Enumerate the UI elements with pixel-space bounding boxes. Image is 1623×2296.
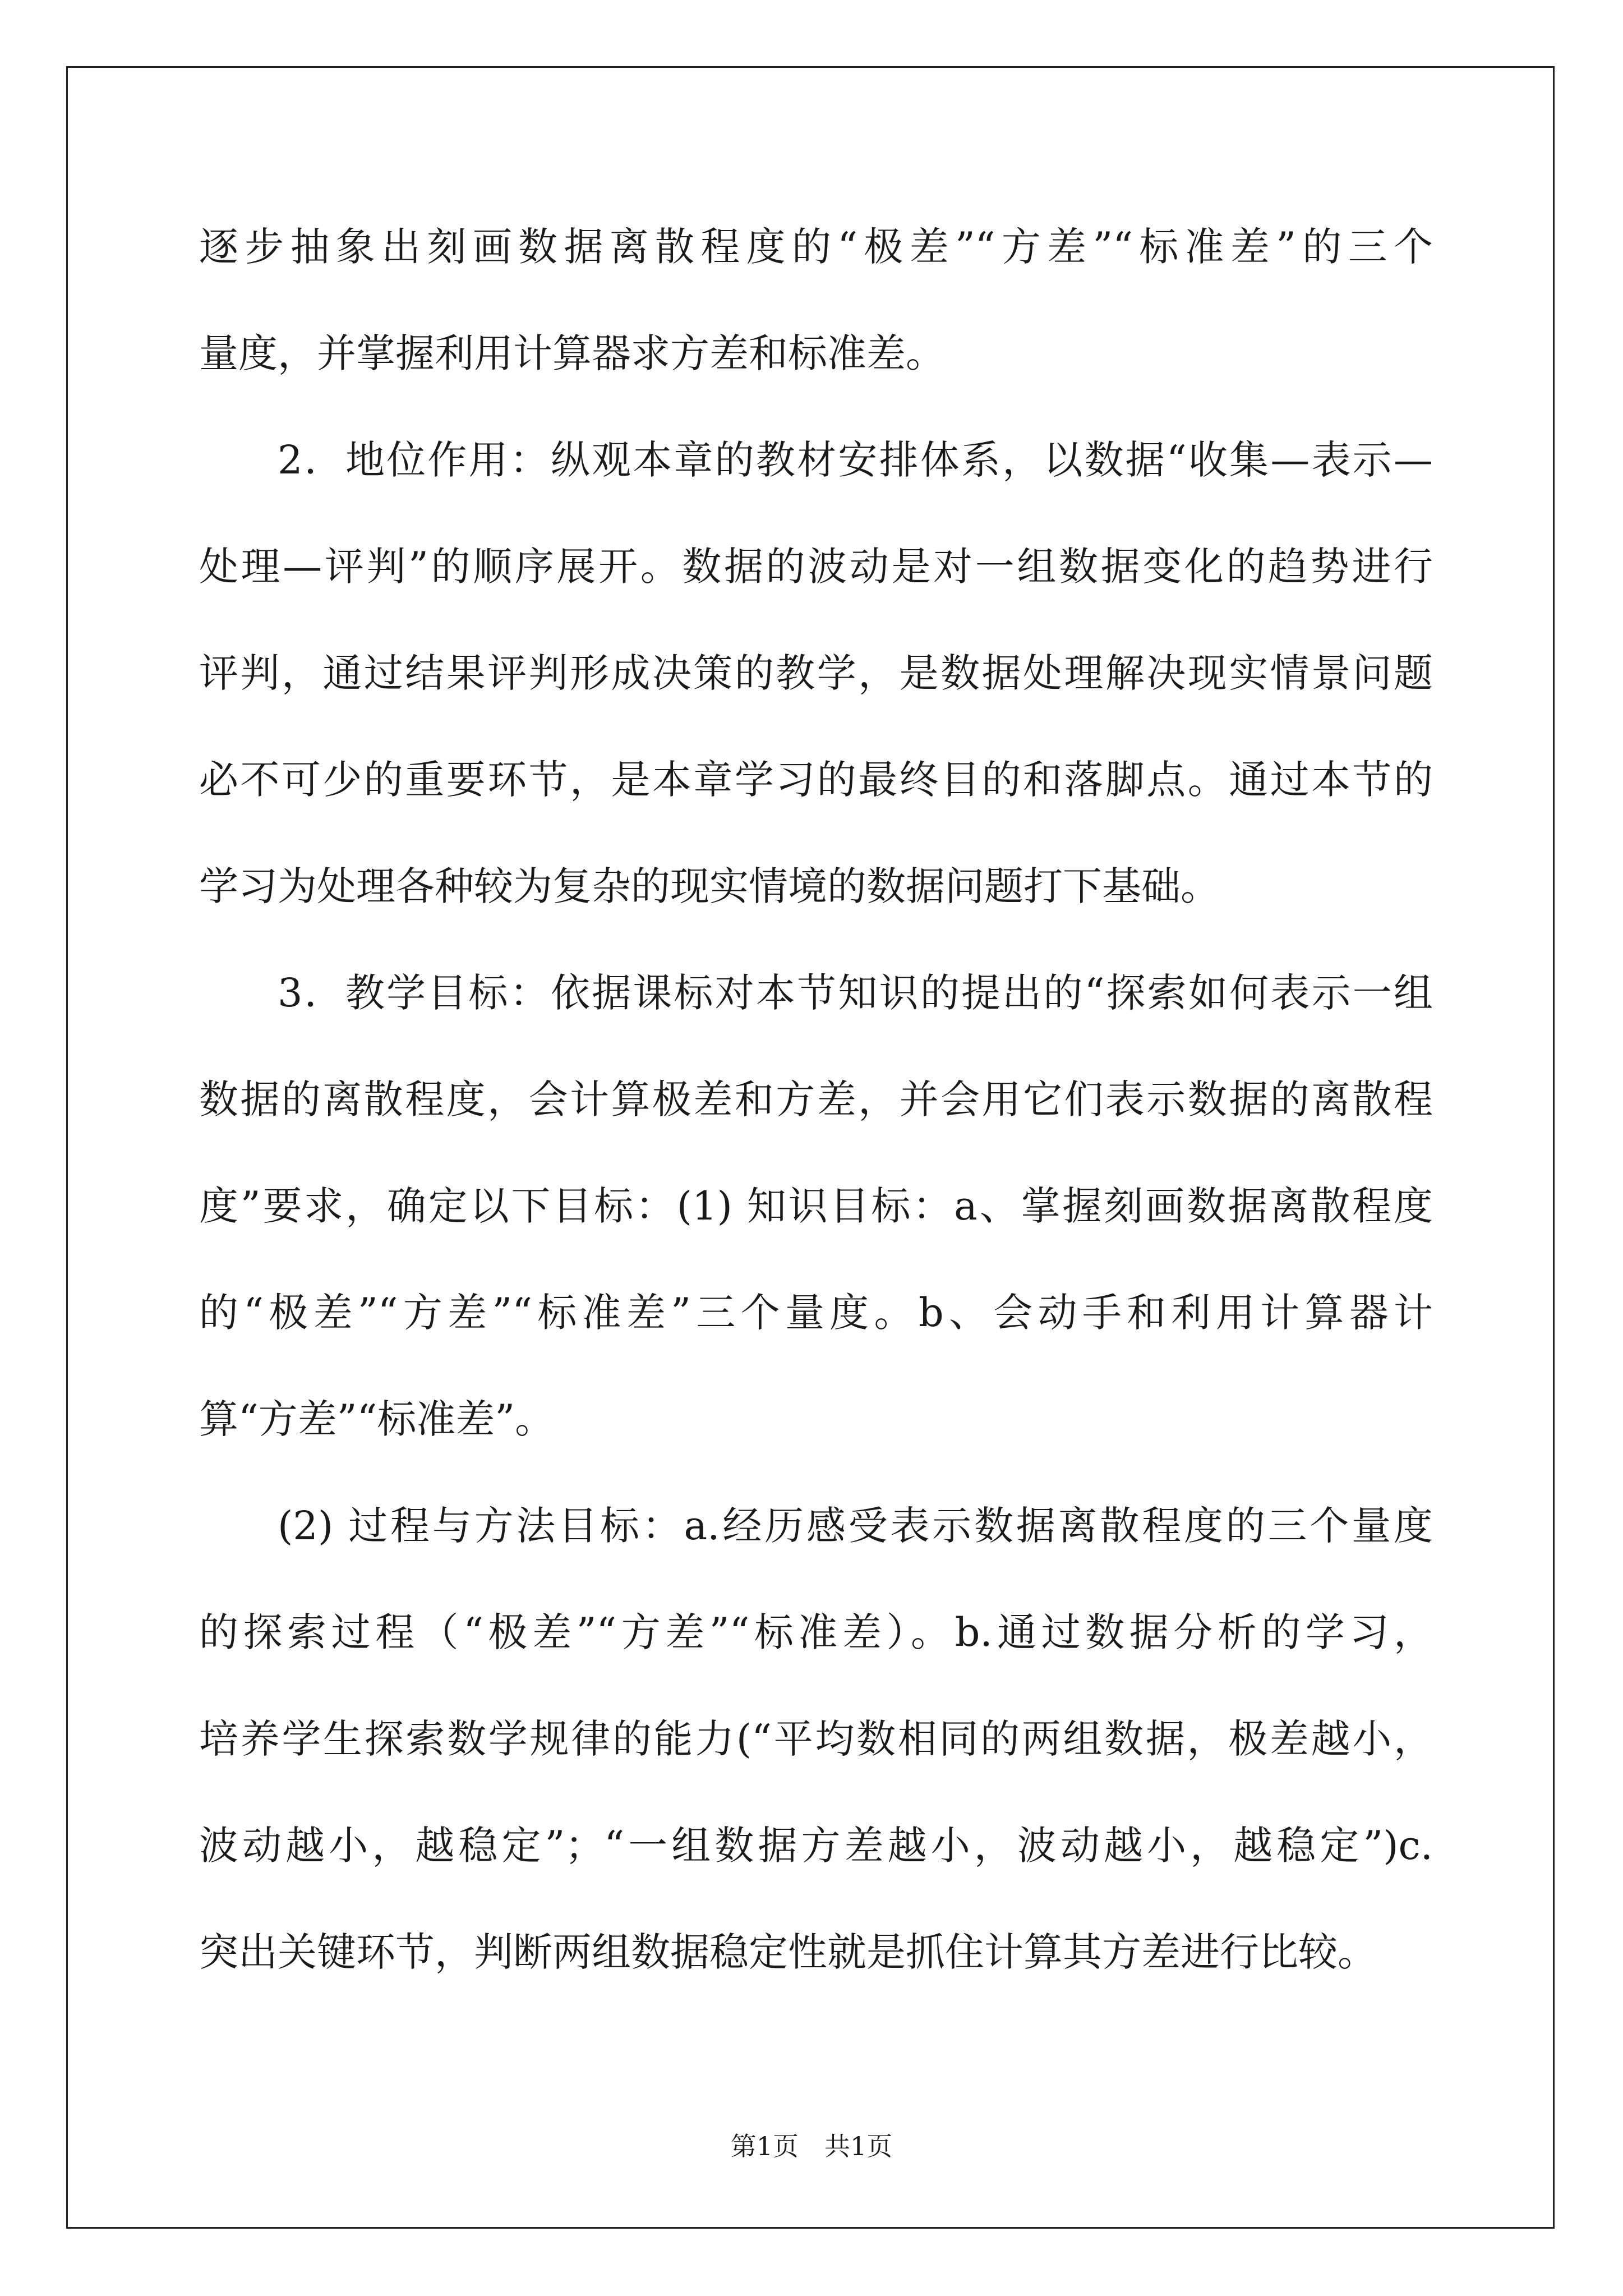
text-line: 逐步抽象出刻画数据离散程度的“极差”“方差”“标准差”的三个 (199, 224, 1433, 270)
text-line: 突出关键环节，判断两组数据稳定性就是抓住计算其方差进行比较。 (199, 1929, 1377, 1975)
text-line: 培养学生探索数学规律的能力(“平均数相同的两组数据，极差越小， (199, 1716, 1433, 1762)
text-line: 波动越小，越稳定”；“一组数据方差越小，波动越小，越稳定”)c. (199, 1823, 1433, 1869)
text-line: 处理—评判”的顺序展开。数据的波动是对一组数据变化的趋势进行 (199, 544, 1433, 590)
text-line: 评判，通过结果评判形成决策的教学，是数据处理解决现实情景问题 (199, 650, 1433, 696)
text-line: 必不可少的重要环节，是本章学习的最终目的和落脚点。通过本节的 (199, 757, 1433, 803)
text-line: 2．地位作用：纵观本章的教材安排体系，以数据“收集—表示— (278, 437, 1433, 483)
text-line: (2) 过程与方法目标：a.经历感受表示数据离散程度的三个量度 (278, 1503, 1433, 1549)
page-number-footer: 第1页 共1页 (730, 2131, 893, 2161)
text-line: 3．教学目标：依据课标对本节知识的提出的“探索如何表示一组 (278, 970, 1433, 1016)
paragraph (199, 1473, 1433, 2005)
paragraph (199, 940, 1433, 1473)
paragraph (199, 407, 1433, 940)
text-line: 度”要求，确定以下目标：(1) 知识目标：a、掌握刻画数据离散程度 (199, 1183, 1433, 1229)
document-body (199, 194, 1433, 2005)
text-line: 数据的离散程度，会计算极差和方差，并会用它们表示数据的离散程 (199, 1076, 1433, 1122)
text-line: 的探索过程（“极差”“方差”“标准差）。b.通过数据分析的学习， (199, 1609, 1433, 1655)
text-line: 的“极差”“方差”“标准差”三个量度。b、会动手和利用计算器计 (199, 1290, 1433, 1336)
text-line: 学习为处理各种较为复杂的现实情境的数据问题打下基础。 (199, 863, 1220, 909)
paragraph (199, 194, 1433, 407)
text-line: 量度，并掌握利用计算器求方差和标准差。 (199, 330, 945, 376)
text-line: 算“方差”“标准差”。 (199, 1396, 555, 1442)
